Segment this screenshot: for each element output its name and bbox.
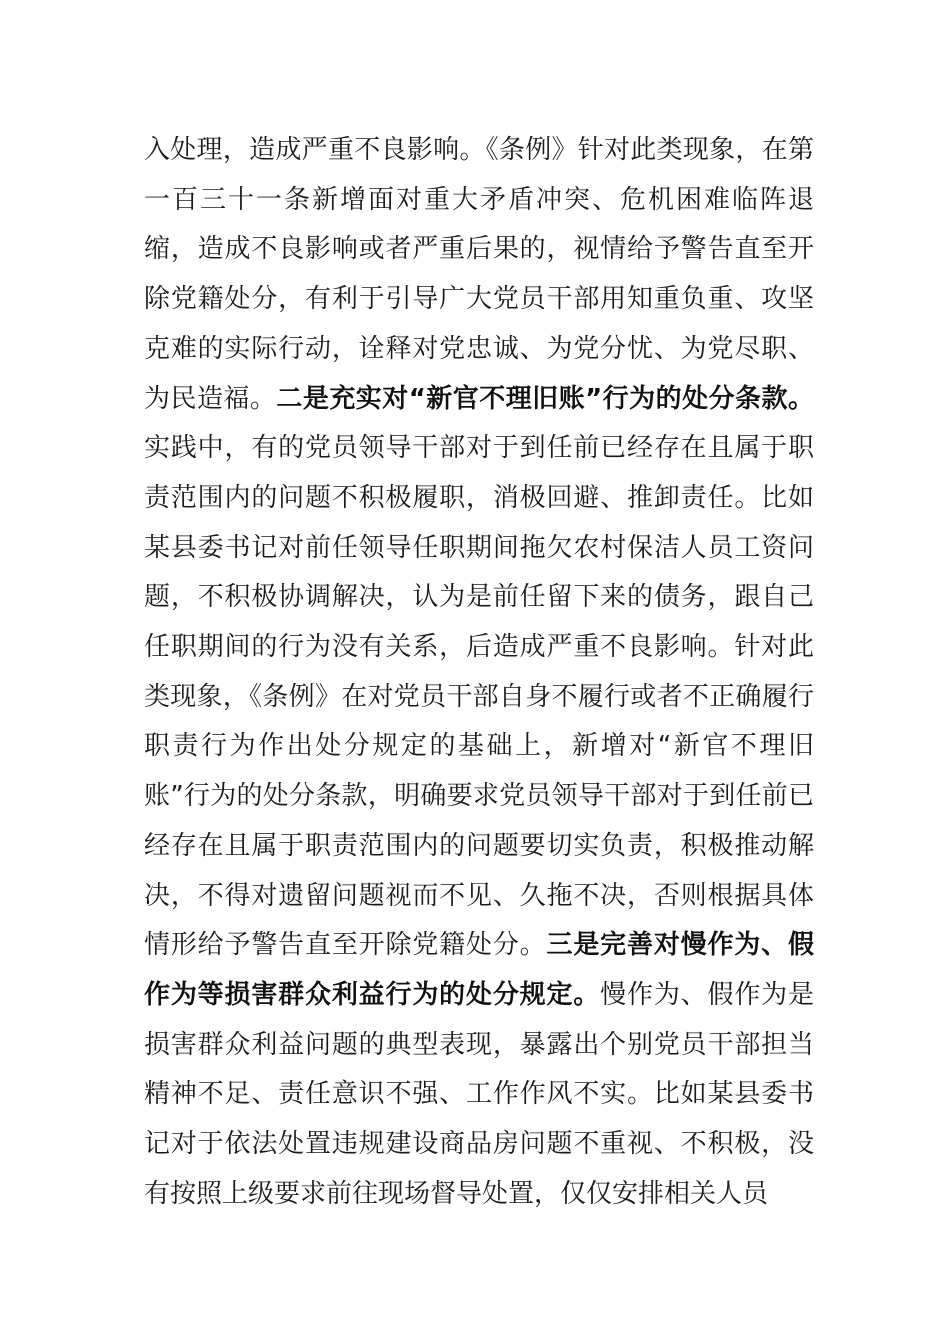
text-run-3: 慢作为、假作为是损害群众利益问题的典型表现，暴露出个别党员干部担当精神不足、责任意识不强、工作作风不实。比如某县委书记对于依法处置违规建设商品房问题不重视、不积极，没有按照上级要求前往现场督导处置，仅仅安排相关人员 — [144, 979, 814, 1209]
bold-heading-3: 三是完善对慢作为、假作为等损害群众利益行为的处分规定。 — [144, 930, 814, 1010]
bold-heading-2: 二是充实对“新官不理旧账”行为的处分条款。 — [276, 383, 814, 414]
body-paragraph — [144, 126, 814, 1219]
text-run-1: 入处理，造成严重不良影响。《条例》针对此类现象，在第一百三十一条新增面对重大矛盾冲突、危机困难临阵退缩，造成不良影响或者严重后果的，视情给予警告直至开除党籍处分，有利于引导广大党员干部用知重负重、攻坚克难的实际行动，诠释对党忠诚、为党分忧、为党尽职、为民造福。 — [144, 135, 814, 414]
text-run-2: 实践中，有的党员领导干部对于到任前已经存在且属于职责范围内的问题不积极履职，消极回避、推卸责任。比如某县委书记对前任领导任职期间拖欠农村保洁人员工资问题，不积极协调解决，认为是前任留下来的债务，跟自己任职期间的行为没有关系，后造成严重不良影响。针对此类现象，《条例》在对党员干部自身不履行或者不正确履行职责行为作出处分规定的基础上，新增对“新官不理旧账”行为的处分条款，明确要求党员领导干部对于到任前已经存在且属于职责范围内的问题要切实负责，积极推动解决，不得对遗留问题视而不见、久拖不决，否则根据具体情形给予警告直至开除党籍处分。 — [144, 433, 814, 961]
